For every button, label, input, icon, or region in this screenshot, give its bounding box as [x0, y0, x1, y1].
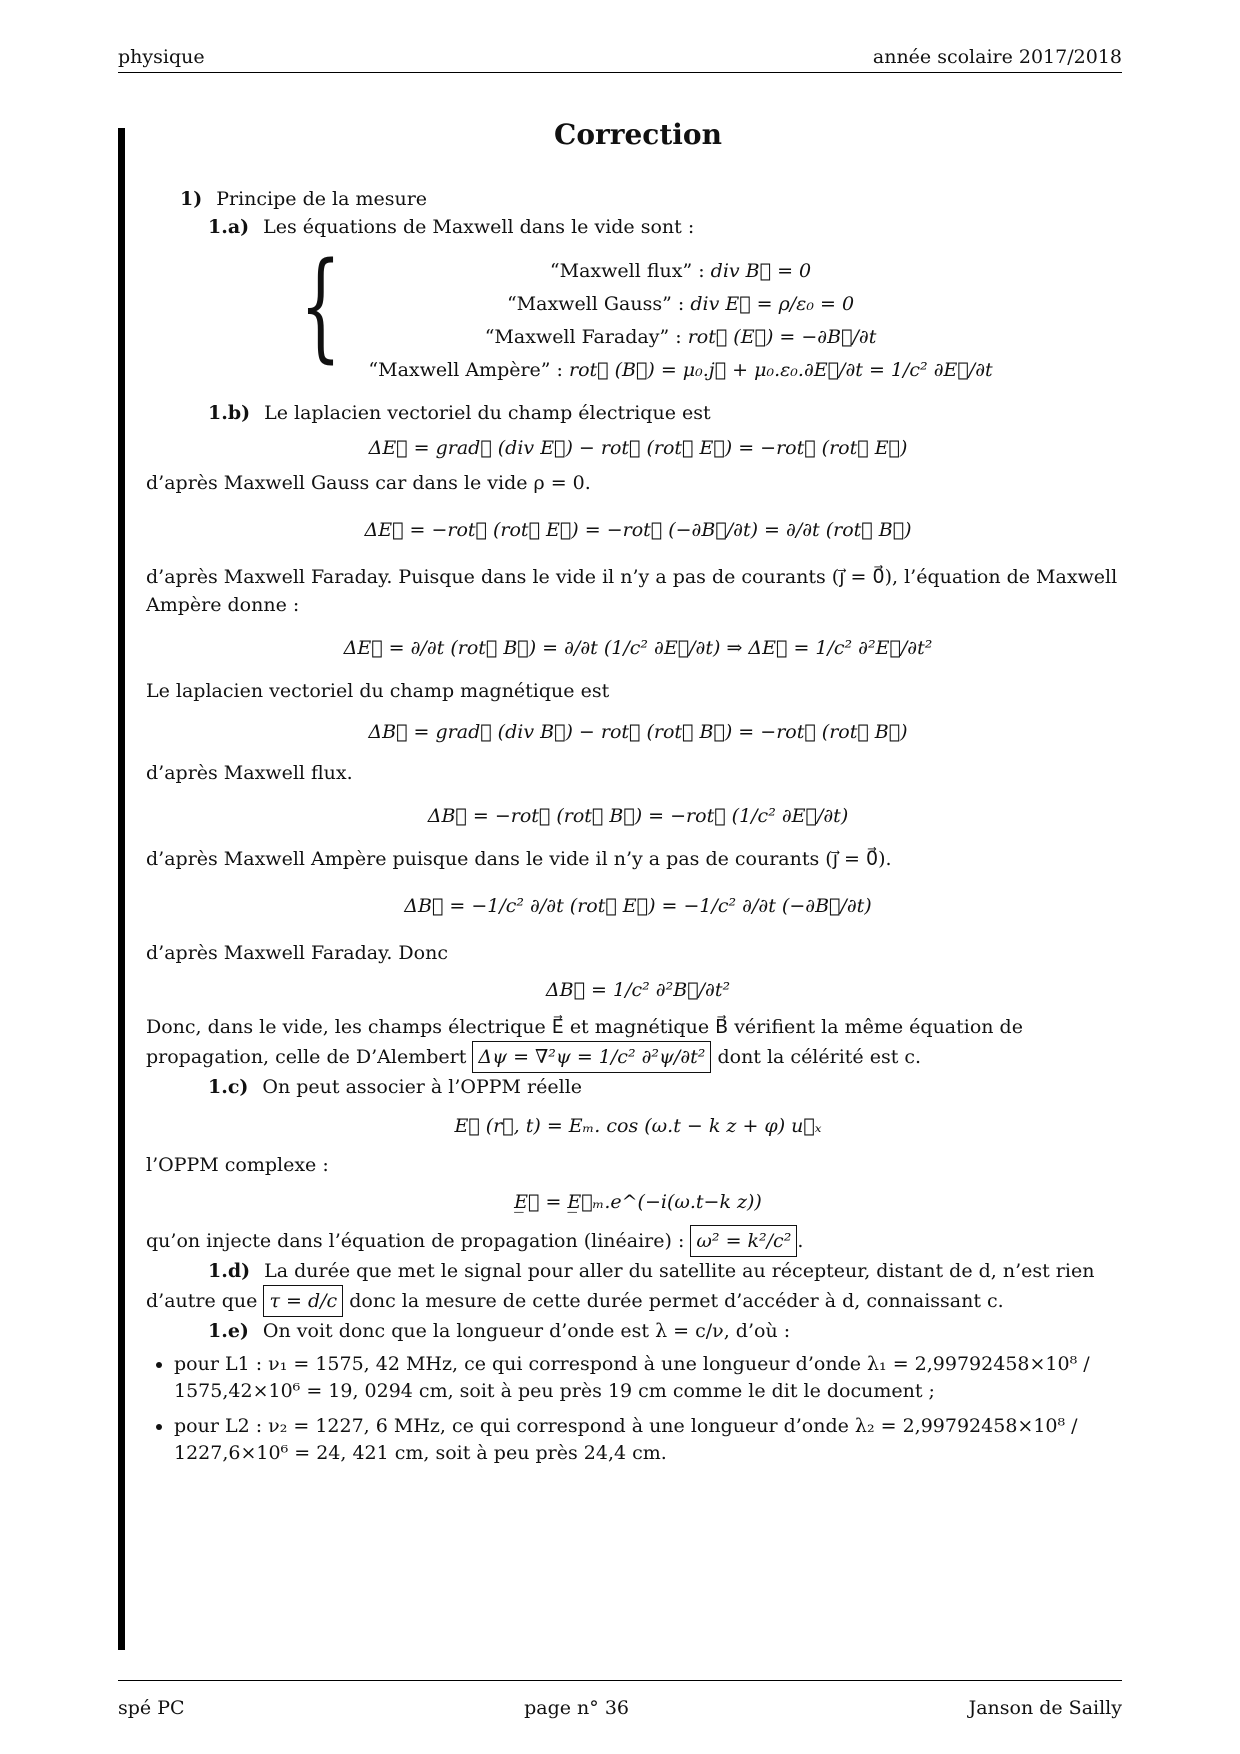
footer-school: Janson de Sailly [968, 1697, 1122, 1719]
brace-symbol: { [300, 236, 342, 374]
list-item: • pour L2 : ν₂ = 1227, 6 MHz, ce qui correspond à une longueur d’onde λ₂ = 2,99792458×10⁸ / 1227,6×10⁶ = 24, 421 cm, soit à peu près 24,4 cm. [174, 1413, 1130, 1467]
section-1d: 1.d) La durée que met le signal pour aller du satellite au récepteur, distant de d, n’est rien d’autre que τ = d/c donc la mesure de cette durée permet d’accéder à d, connaissant c. [146, 1257, 1130, 1317]
equation: ΔB⃗ = −rot⃗ (rot⃗ B⃗) = −rot⃗ (1/c² ∂E⃗/∂t) [427, 805, 849, 827]
section-text: Principe de la mesure [216, 188, 428, 210]
paragraph: d’après Maxwell Gauss car dans le vide ρ = 0. [146, 472, 591, 494]
paragraph: Le laplacien vectoriel du champ magnétique est [146, 680, 610, 702]
equation: E̲⃗ = E̲⃗ₘ.e^(−i(ω.t−k z)) [514, 1191, 762, 1213]
maxwell-eq: “Maxwell Ampère” : rot⃗ (B⃗) = μ₀.j⃗ + μ₀.ε₀.∂E⃗/∂t = 1/c² ∂E⃗/∂t [368, 359, 993, 381]
section-1e [208, 1317, 1130, 1345]
list-item: • pour L1 : ν₁ = 1575, 42 MHz, ce qui correspond à une longueur d’onde λ₁ = 2,99792458×10⁸ / 1575,42×10⁶ = 19, 0294 cm, soit à peu près 19 cm comme le dit le document ; [174, 1351, 1130, 1405]
maxwell-eq: “Maxwell Faraday” : rot⃗ (E⃗) = −∂B⃗/∂t [484, 326, 877, 348]
section-text: Les équations de Maxwell dans le vide sont : [263, 216, 695, 238]
paragraph: d’après Maxwell Faraday. Puisque dans le vide il n’y a pas de courants (j⃗ = 0⃗), l’équation de Maxwell Ampère donne : [146, 566, 1118, 616]
page-content [146, 118, 1130, 1475]
footer-class: spé PC [118, 1697, 185, 1719]
margin-bar [118, 128, 125, 1650]
section-text: On peut associer à l’OPPM réelle [262, 1076, 583, 1098]
section-num: 1.e) [208, 1320, 249, 1342]
equation: ΔB⃗ = grad⃗ (div B⃗) − rot⃗ (rot⃗ B⃗) = −rot⃗ (rot⃗ B⃗) [368, 721, 908, 743]
paragraph: d’après Maxwell flux. [146, 762, 353, 784]
footer-page: page n° 36 [524, 1697, 629, 1719]
section-num: 1) [180, 188, 203, 210]
section-1b [208, 399, 1130, 427]
page-header [118, 40, 1122, 73]
equation: E⃗ (r⃗, t) = Eₘ. cos (ω.t − k z + φ) u⃗ₓ [454, 1115, 822, 1137]
section-num: 1.a) [208, 216, 250, 238]
maxwell-system [146, 236, 1130, 387]
equation: ΔE⃗ = ∂/∂t (rot⃗ B⃗) = ∂/∂t (1/c² ∂E⃗/∂t) ⇒ ΔE⃗ = 1/c² ∂²E⃗/∂t² [343, 637, 933, 659]
paragraph: Donc, dans le vide, les champs électrique E⃗ et magnétique B⃗ vérifient la même équation de propagation, celle de D’Alembert Δψ = ∇²ψ = 1/c² ∂²ψ/∂t² dont la célérité est c. [146, 1013, 1130, 1073]
tau-box: τ = d/c [263, 1285, 343, 1317]
paragraph: d’après Maxwell Faraday. Donc [146, 942, 448, 964]
equation: ΔE⃗ = grad⃗ (div E⃗) − rot⃗ (rot⃗ E⃗) = −rot⃗ (rot⃗ E⃗) [368, 437, 908, 459]
maxwell-eq: “Maxwell Gauss” : div E⃗ = ρ/ε₀ = 0 [506, 293, 855, 315]
equation: ΔB⃗ = 1/c² ∂²B⃗/∂t² [545, 979, 731, 1001]
section-text: Le laplacien vectoriel du champ électrique est [264, 402, 711, 424]
header-subject: physique [118, 46, 205, 68]
section-num: 1.d) [208, 1260, 251, 1282]
wavelength-list [146, 1351, 1130, 1467]
equation: ΔB⃗ = −1/c² ∂/∂t (rot⃗ E⃗) = −1/c² ∂/∂t (−∂B⃗/∂t) [404, 895, 872, 917]
header-year: année scolaire 2017/2018 [872, 46, 1122, 68]
section-1 [180, 185, 1130, 213]
paragraph: d’après Maxwell Ampère puisque dans le vide il n’y a pas de courants (j⃗ = 0⃗). [146, 848, 892, 870]
maxwell-eq: “Maxwell flux” : div B⃗ = 0 [549, 260, 812, 282]
section-num: 1.c) [208, 1076, 249, 1098]
paragraph: l’OPPM complexe : [146, 1154, 329, 1176]
section-1c [208, 1073, 1130, 1101]
dispersion-box: ω² = k²/c² [690, 1225, 797, 1257]
section-1a [208, 213, 1130, 241]
equation: ΔE⃗ = −rot⃗ (rot⃗ E⃗) = −rot⃗ (−∂B⃗/∂t) = ∂/∂t (rot⃗ B⃗) [364, 519, 912, 541]
page-footer [118, 1680, 1122, 1719]
dalembert-box: Δψ = ∇²ψ = 1/c² ∂²ψ/∂t² [472, 1041, 711, 1073]
paragraph: qu’on injecte dans l’équation de propagation (linéaire) : ω² = k²/c² . [146, 1225, 1130, 1257]
page-title: Correction [554, 118, 722, 151]
section-text: On voit donc que la longueur d’onde est λ = c/ν, d’où : [262, 1320, 791, 1342]
section-num: 1.b) [208, 402, 251, 424]
